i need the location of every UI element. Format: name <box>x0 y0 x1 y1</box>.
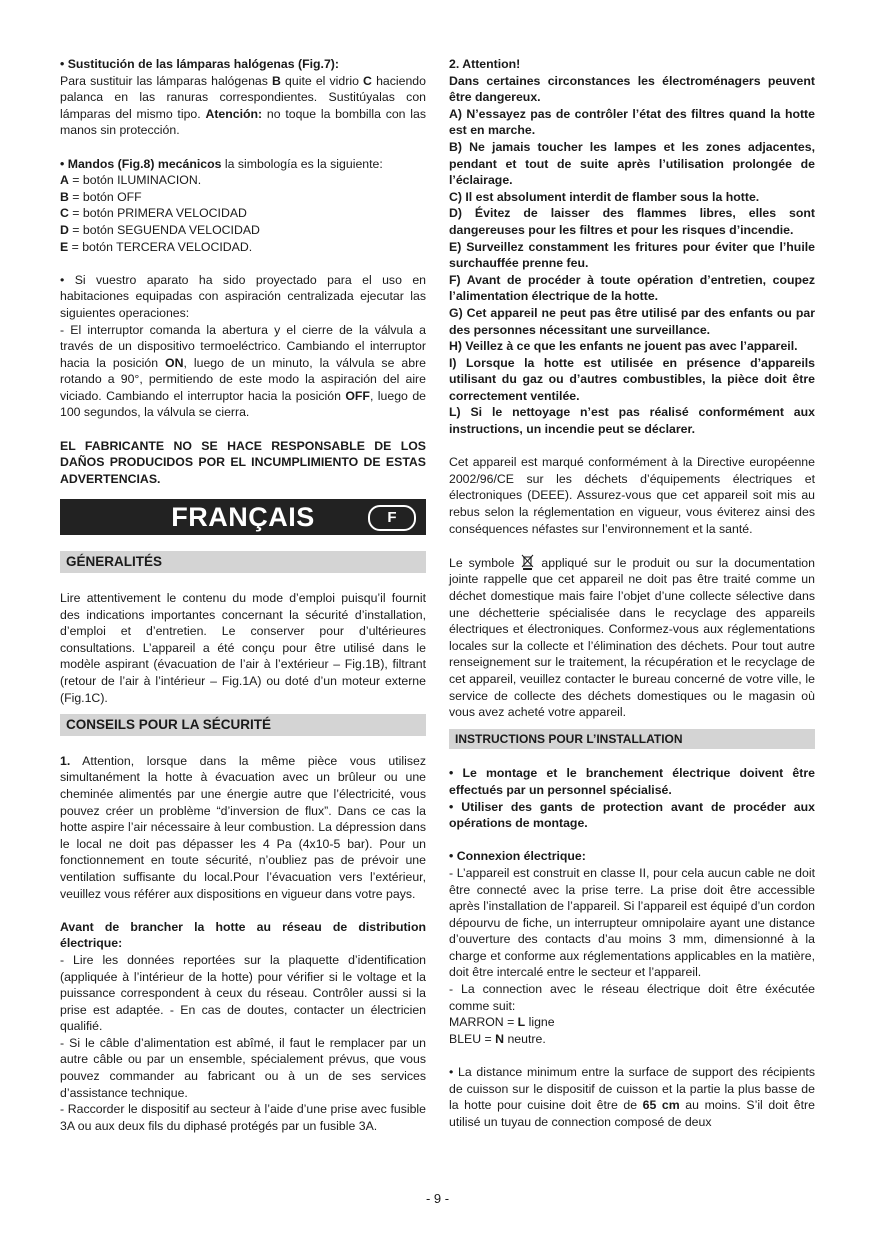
attention-item: D) Évitez de laisser des flammes libres, elles sont dangereuses pour les filtres et pour les risques d’incendie. <box>449 206 815 237</box>
language-code-badge: F <box>368 505 416 531</box>
language-banner <box>60 499 426 535</box>
lamps-paragraph: Para sustituir las lámparas halógenas B quite el vidrio C haciendo palanca en las ranuras correspondientes. Sustitúyalas con lámparas del mismo tipo. Atención: no toque la bombilla con las manos sin protección. <box>60 73 426 138</box>
attention-item: H) Veillez à ce que les enfants ne jouent pas avec l’appareil. <box>449 339 798 354</box>
install-bullet: • Utiliser des gants de protection avant de procéder aux opérations de montage. <box>449 799 815 831</box>
attention-item: G) Cet appareil ne peut pas être utilisé par des enfants ou par des personnes nécessitant une surveillance. <box>449 305 815 337</box>
mandos-title: • Mandos (Fig.8) mecánicos la simbología es la siguiente: <box>60 156 383 171</box>
connexion-title: • Connexion électrique: <box>449 849 586 864</box>
avant-item: - Raccorder le dispositif au secteur à l’aide d’une prise avec fusible 3A ou aux deux fils du diphasé protégés par un fusible 3A. <box>60 1102 426 1133</box>
attention-item: E) Surveillez constamment les fritures pour éviter que l’huile surchauffée prenne feu. <box>449 239 815 271</box>
button-legend-c: C = botón PRIMERA VELOCIDAD <box>60 206 247 221</box>
distance-paragraph: • La distance minimum entre la surface de support des récipients de cuisson sur le dispositif de cuisson et la partie la plus basse de la hotte pour cuisine doit être de 65 cm au moins. S’il doit être utilisé un tuyau de connection composé de deux <box>449 1065 815 1129</box>
button-legend-a: A = botón ILUMINACION. <box>60 173 202 188</box>
conseils-text: 1. Attention, lorsque dans la même pièce vous utilisez simultanément la hotte à évacuation avec un brûleur ou une cheminée alimentés par une énergie autre que l’électricité, vous pouvez créer un problème “d’inversion de flux”. Dans ce cas la hotte aspire l’air nécessaire à leur combustion. La dépression dans le local ne doit pas dépasser les 4 Pa (4x10-5 bar). Pour un fonctionnement en toute sécurité, n’oubliez pas de prévoir une ventilation suffisante du local.Pour l’évacuation vers l’extérieur, veuillez vous référer aux dispositions en vigueur dans votre pays. <box>60 753 426 901</box>
avant-item: - Si le câble d’alimentation est abîmé, il faut le remplacer par un autre câble ou par un ensemble, spécialement prévus, que vous pouvez commander au fabricant ou à un de ses services d’assistance technique. <box>60 1035 426 1100</box>
page-number: - 9 - <box>425 1191 450 1206</box>
crossed-bin-icon <box>521 554 534 570</box>
deee-text: Cet appareil est marqué conformément à la Directive européenne 2002/96/CE sur les déchets d’équipements électriques et électroniques (DEEE). Assurez-vous que cet appareil soit mis au rebus selon la réglementation en vigueur, vous éviterez ainsi des conséquences néfastes sur l’environnement et la santé. <box>449 455 815 536</box>
central-aspiration-details: - El interruptor comanda la abertura y el cierre de la válvula a través de un dispositivo termoeléctrico. Cambiando el interruptor hacia la posición ON, luego de un minuto, la válvula se abre rotando a 90°, permitiendo de este modo la aspiración del aire viciado. Cambiando el interruptor hacia la posición OFF, luego de 100 segundos, la válvula se cierra. <box>60 322 427 420</box>
attention-item: C) Il est absolument interdit de flamber sous la hotte. <box>449 189 760 204</box>
manufacturer-warning: EL FABRICANTE NO SE HACE RESPONSABLE DE LOS DAÑOS PRODUCIDOS POR EL INCUMPLIMIENTO DE ESTAS ADVERTENCIAS. <box>60 438 426 486</box>
button-legend-b: B = botón OFF <box>60 189 142 204</box>
connexion-paragraph: - L’appareil est construit en classe II, pour cela aucun cable ne doit être connecté avec la prise terre. La prise doit être accessible après l’installation de l’appareil. Si l’appareil est équipé d’un cordon dépourvu de fiche, un interrupteur omnipolaire ayant une distance d’ouverture des contacts d’au moins 3 mm, dimensionné à la charge et conforme aux réglementations applicables en la matière, doit être intercalé entre le secteur et l’appareil. <box>449 865 815 980</box>
avant-item: - Lire les données reportées sur la plaquette d’identification (appliquée à l’intérieur de la hotte) pour vérifier si le voltage et la puissance correspondent à ceux du réseau. Contrôler aussi si la prise est adaptée. - En cas de doutes, contacter un électricien qualifié. <box>60 952 426 1034</box>
lamps-title: • Sustitución de las lámparas halógenas (Fig.7): <box>60 57 339 71</box>
attention-item: B) Ne jamais toucher les lampes et les zones adjacentes, pendant et tout de suite après l’utilisation prolongée de l’éclairage. <box>449 139 815 188</box>
attention-title: 2. Attention! <box>449 57 521 71</box>
generalites-text: Lire attentivement le contenu du mode d’emploi puisqu’il fournit des indications importantes concernant la sécurité d’installation, d’emploi et d’entretien. Le conserver pour d’ultérieures consultations. L’appareil a été conçu pour être utilisé dans le modèle aspirant (évacuation de l’air à l’extérieur – Fig.1B), filtrant (retour de l’air à l’intérieur – Fig.1A) ou doté d’un moteur externe (Fig.1C). <box>60 591 426 705</box>
attention-item: I) Lorsque la hotte est utilisée en présence d’appareils utilisant du gaz ou d’autres combustibles, la pièce doit être correctement ventilée. <box>449 355 815 403</box>
button-legend-e: E = botón TERCERA VELOCIDAD. <box>60 239 253 254</box>
language-title: FRANÇAIS <box>171 502 315 533</box>
section-header-conseils: CONSEILS POUR LA SÉCURITÉ <box>60 714 426 736</box>
section-header-installation: INSTRUCTIONS POUR L’INSTALLATION <box>449 729 815 749</box>
install-bullet: • Le montage et le branchement électrique doivent être effectués par un personnel spécialisé. <box>449 766 815 797</box>
symbol-text: Le symbole appliqué sur le produit ou sur la documentation jointe rappelle que cet appareil ne doit pas être traité comme un déchet domestique mais faire l’objet d’une collecte sélective dans une déchetterie spécialisée dans le recyclage des appareils électriques et électroniques. Conformez-vous aux réglementations locales sur la collecte et l’élimination des déchets. Pour tout autre renseignement sur le traitement, la récupération et le recyclage de cet appareil, veuillez contacter le bureau concerné de votre ville, le service de collecte des déchets domestiques ou le magasin où vous avez acheté votre appareil. <box>449 555 815 720</box>
wire-marron: MARRON = L ligne <box>449 1015 555 1030</box>
left-column <box>60 56 426 1134</box>
avant-title: Avant de brancher la hotte au réseau de distribution électrique: <box>60 919 426 951</box>
wire-bleu: BLEU = N neutre. <box>449 1031 546 1046</box>
attention-item: F) Avant de procéder à toute opération d’entretien, coupez l’alimentation électrique de la hotte. <box>449 272 815 304</box>
central-aspiration-intro: • Si vuestro aparato ha sido proyectado para el uso en habitaciones equipadas con aspiración centralizada ejecutar las siguientes operaciones: <box>60 272 426 320</box>
section-header-generalites: GÉNERALITÉS <box>60 551 426 573</box>
attention-item: L) Si le nettoyage n’est pas réalisé conformément aux instructions, un incendie peut se déclarer. <box>449 405 815 437</box>
connexion-paragraph: - La connection avec le réseau électrique doit être éxécutée comme suit: <box>449 982 815 1013</box>
right-column <box>449 56 815 1130</box>
attention-item: A) N’essayez pas de contrôler l’état des filtres quand la hotte est en marche. <box>449 106 815 138</box>
button-legend-d: D = botón SEGUENDA VELOCIDAD <box>60 222 260 237</box>
attention-intro: Dans certaines circonstances les électroménagers peuvent être dangereux. <box>449 73 815 105</box>
